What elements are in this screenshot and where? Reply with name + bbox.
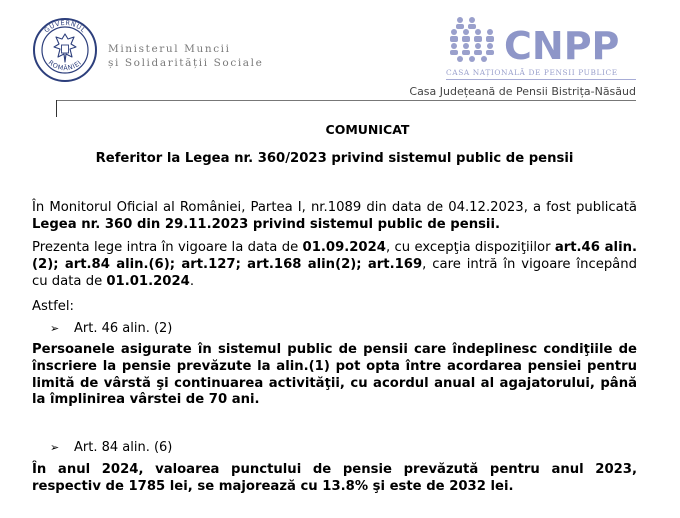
arrow-bullet-icon: ➢ <box>50 441 60 454</box>
county-office-name: Casa Județeană de Pensii Bistrița-Năsăud <box>409 85 636 98</box>
paragraph-publication <box>32 200 637 234</box>
margin-marker <box>56 100 57 117</box>
bullet-art-84-label: Art. 84 alin. (6) <box>74 440 173 455</box>
paragraph-art-84: În anul 2024, valoarea punctului de pensie prevăzută pentru anul 2023, respectiv de 1785 lei, se majorează cu 13.8% şi este de 2032 lei. <box>32 462 637 494</box>
svg-text:ROMÂNIEI: ROMÂNIEI <box>46 58 84 73</box>
p2-text-1: Prezenta lege intra în vigoare la data de <box>32 240 303 255</box>
bullet-art-84 <box>50 440 172 457</box>
cnpp-logo-icon <box>446 16 512 66</box>
astfel-label: Astfel: <box>32 299 74 314</box>
ministry-line-2: și Solidarității Sociale <box>108 57 264 69</box>
ministry-name <box>108 42 263 70</box>
bullet-art-46-label: Art. 46 alin. (2) <box>74 321 173 336</box>
letterhead <box>0 0 680 110</box>
arrow-bullet-icon: ➢ <box>50 322 60 335</box>
p2-articles: art.46 alin.(2); art.84 alin.(6); art.127; art.168 alin(2); art.169 <box>32 240 637 272</box>
cnpp-full-name: CASA NAȚIONALĂ DE PENSII PUBLICE <box>446 68 618 77</box>
svg-text:GUVERNUL: GUVERNUL <box>42 18 88 35</box>
ministry-line-1: Ministerul Muncii <box>108 43 231 55</box>
p2-text-3: , care intră în vigoare începând cu data de <box>32 256 637 289</box>
p2-date-1: 01.09.2024 <box>302 240 386 255</box>
header-divider <box>56 100 636 101</box>
p2-text-4: . <box>189 273 195 289</box>
cnpp-divider <box>446 79 636 80</box>
p1-law-title: Legea nr. 360 din 29.11.2023 privind sistemul public de pensii. <box>32 216 500 232</box>
paragraph-effective-date <box>32 240 637 290</box>
document-title: COMUNICAT <box>325 122 410 137</box>
document-subtitle: Referitor la Legea nr. 360/2023 privind sistemul public de pensii <box>95 151 574 166</box>
bullet-art-46 <box>50 321 172 338</box>
p2-date-2: 01.01.2024 <box>106 273 190 289</box>
cnpp-acronym: CNPP <box>504 24 620 68</box>
government-seal-icon <box>32 17 98 83</box>
paragraph-art-46: Persoanele asigurate în sistemul public de pensii care îndeplinesc condiţiile de înscriere la pensie prevăzute la alin.(1) pot opta între acordarea pensiei pentru limită de vârstă şi continuarea activităţii, cu acordul anual al agajatorului, până la împlinirea vârstei de 70 ani. <box>32 342 637 408</box>
p2-text-2: , cu excepţia dispoziţiilor <box>385 240 555 255</box>
p1-text: În Monitorul Oficial al României, Partea I, nr.1089 din data de 04.12.2023, a fost publicată <box>32 200 637 215</box>
